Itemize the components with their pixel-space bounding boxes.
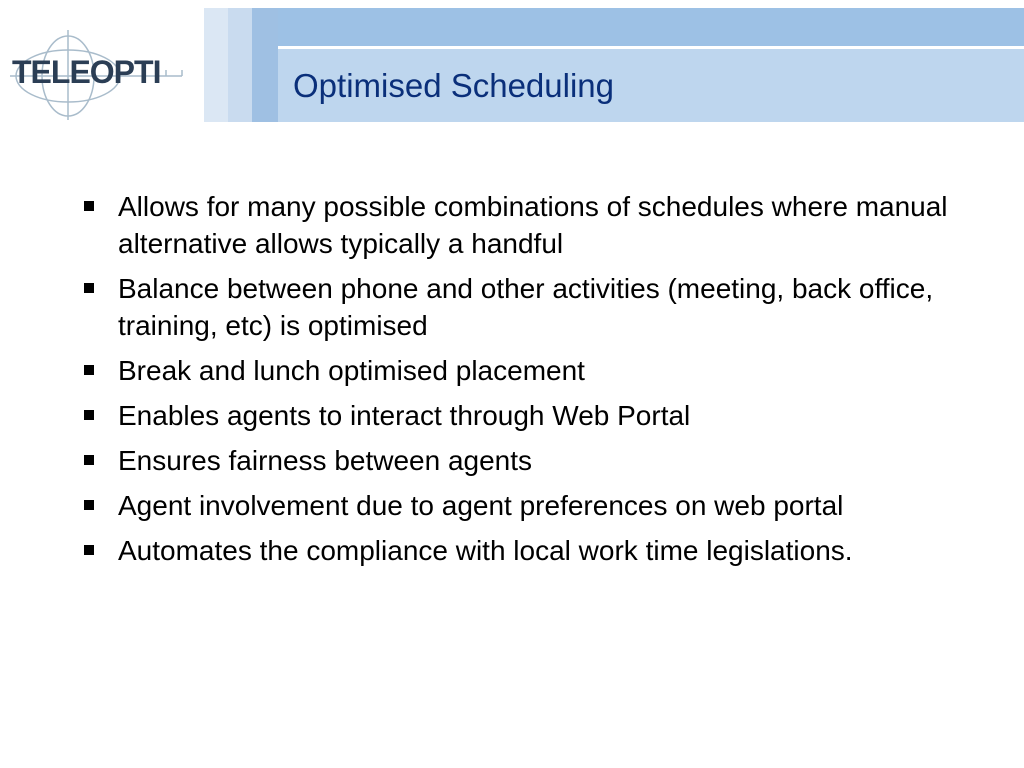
bullet-item (80, 442, 960, 479)
square-bullet-icon (84, 500, 94, 510)
header-stripe (252, 8, 278, 122)
bullet-text: Agent involvement due to agent preferences on web portal (118, 490, 844, 521)
slide-title: Optimised Scheduling (293, 67, 615, 104)
bullet-list (80, 188, 960, 577)
bullet-item (80, 188, 960, 262)
header-accent-bar (278, 8, 1024, 46)
logo-wordmark: TELEOPTI (12, 54, 161, 90)
bullet-text: Ensures fairness between agents (118, 445, 533, 476)
square-bullet-icon (84, 201, 94, 211)
square-bullet-icon (84, 283, 94, 293)
bullet-item (80, 270, 960, 344)
bullet-text: Enables agents to interact through Web Portal (118, 400, 691, 431)
bullet-item (80, 487, 960, 524)
square-bullet-icon (84, 455, 94, 465)
bullet-text: Balance between phone and other activities (meeting, back office, training, etc) is optimised (118, 273, 934, 341)
bullet-item (80, 532, 960, 569)
header-stripe (228, 8, 252, 122)
bullet-text: Allows for many possible combinations of schedules where manual alternative allows typically a handful (118, 191, 948, 259)
square-bullet-icon (84, 410, 94, 420)
square-bullet-icon (84, 365, 94, 375)
bullet-item (80, 397, 960, 434)
bullet-text: Automates the compliance with local work time legislations. (118, 535, 853, 566)
header-stripe (204, 8, 228, 122)
bullet-item (80, 352, 960, 389)
bullet-text: Break and lunch optimised placement (118, 355, 585, 386)
square-bullet-icon (84, 545, 94, 555)
